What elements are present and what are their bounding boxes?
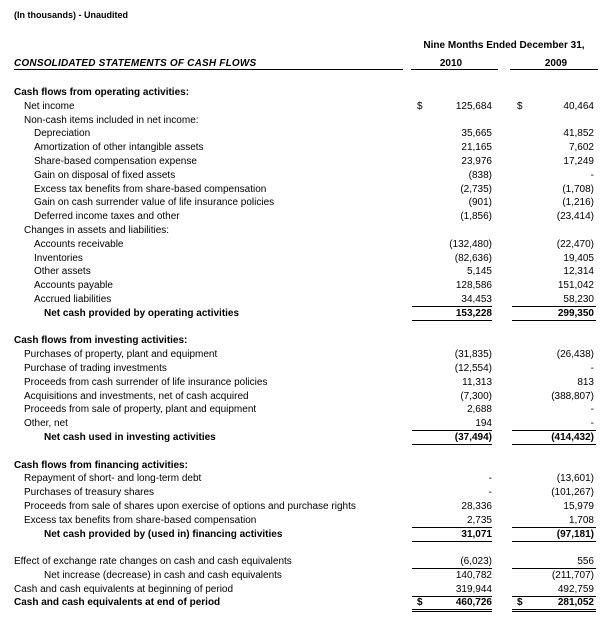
- value-2010: 125,684: [455, 100, 492, 112]
- value-2010: 2,735: [466, 514, 492, 526]
- line-item-row: [0, 348, 611, 362]
- value-2010: (901): [468, 197, 492, 209]
- value-2009: -: [590, 362, 594, 374]
- currency-symbol: $: [517, 597, 523, 609]
- value-2010: (12,554): [454, 362, 492, 374]
- line-item-label: Accrued liabilities: [34, 293, 112, 305]
- value-2010: -: [488, 487, 492, 499]
- year-header-2010: 2010: [439, 58, 463, 69]
- value-2010: 2,688: [466, 404, 492, 416]
- total-row: [0, 528, 611, 542]
- unaudited-note: (In thousands) - Unaudited: [14, 10, 128, 20]
- section-heading-row: [0, 86, 611, 100]
- line-item-row: [0, 210, 611, 224]
- line-item-label: Cash flows from operating activities:: [14, 87, 190, 98]
- rule-segment: [512, 609, 596, 610]
- section-heading-row: [0, 459, 611, 473]
- value-2010: (838): [468, 169, 492, 181]
- line-item-label: Purchase of trading investments: [24, 362, 167, 374]
- value-2010: -: [488, 473, 492, 485]
- line-item-row: [0, 376, 611, 390]
- value-2009: (26,438): [556, 349, 594, 361]
- value-2010: 5,145: [466, 266, 492, 278]
- line-item-label: Share-based compensation expense: [34, 155, 197, 167]
- value-2010: 11,313: [462, 376, 492, 388]
- value-2009: (13,601): [556, 473, 594, 485]
- line-item-label: Acquisitions and investments, net of cash acquired: [24, 390, 249, 402]
- line-item-row: [0, 293, 611, 307]
- value-2010: 140,782: [455, 569, 492, 581]
- rule-segment: [412, 611, 492, 612]
- value-2010: 128,586: [455, 280, 492, 292]
- line-item-row: [0, 238, 611, 252]
- period-header: Nine Months Ended December 31,: [423, 40, 585, 51]
- value-2009: -: [590, 418, 594, 430]
- value-2009: (97,181): [556, 528, 594, 540]
- value-2010: (37,494): [454, 431, 492, 443]
- line-item-label: Accounts payable: [34, 280, 113, 292]
- value-2010: (132,480): [449, 238, 492, 250]
- value-2009: 7,602: [568, 142, 594, 154]
- value-2009: (101,267): [551, 487, 594, 499]
- line-item-row: [0, 141, 611, 155]
- line-item-row: [0, 279, 611, 293]
- line-item-label: Purchases of treasury shares: [24, 487, 155, 499]
- year-header-2009: 2009: [544, 58, 568, 69]
- line-item-label: Changes in assets and liabilities:: [24, 224, 170, 236]
- value-2009: -: [590, 169, 594, 181]
- line-item-row: [0, 569, 611, 583]
- value-2009: 556: [577, 556, 594, 568]
- line-item-label: Cash flows from investing activities:: [14, 335, 188, 347]
- value-2010: 31,071: [461, 528, 492, 540]
- spacer-row: [0, 321, 611, 335]
- section-heading-row: [0, 334, 611, 348]
- rule-segment: [512, 611, 596, 612]
- value-2010: 21,165: [461, 142, 492, 154]
- line-item-label: Cash and cash equivalents at end of period: [14, 597, 221, 609]
- value-2010: (82,636): [454, 252, 492, 264]
- line-item-label: Gain on cash surrender value of life insurance policies: [34, 197, 275, 209]
- line-item-row: [0, 500, 611, 514]
- value-2010: (31,835): [454, 349, 492, 361]
- line-item-label: Net income: [24, 100, 75, 112]
- line-item-label: Excess tax benefits from share-based compensation: [24, 514, 257, 526]
- line-item-label: Cash flows from financing activities:: [14, 459, 188, 471]
- value-2010: (1,856): [460, 211, 492, 223]
- value-2009: (211,707): [551, 569, 594, 581]
- currency-symbol: $: [417, 100, 423, 112]
- value-2009: 281,052: [557, 597, 594, 609]
- line-item-row: [0, 169, 611, 183]
- currency-symbol: $: [517, 100, 523, 112]
- value-2010: 35,665: [461, 128, 492, 140]
- value-2009: 151,042: [557, 280, 594, 292]
- line-item-row: [0, 417, 611, 431]
- value-2010: (2,735): [460, 183, 492, 195]
- line-item-row: [0, 486, 611, 500]
- spacer-row: [0, 541, 611, 555]
- line-item-label: Inventories: [34, 252, 83, 264]
- rule-segment: [412, 609, 492, 610]
- line-item-label: Proceeds from sale of property, plant and equipment: [24, 404, 257, 416]
- value-2009: 41,852: [563, 128, 594, 140]
- line-item-row: [0, 514, 611, 528]
- statement-title: CONSOLIDATED STATEMENTS OF CASH FLOWS: [14, 58, 257, 69]
- value-2009: 813: [577, 376, 594, 388]
- value-2010: 34,453: [461, 293, 492, 305]
- value-2009: 492,759: [557, 583, 594, 595]
- line-item-label: Deferred income taxes and other: [34, 211, 180, 223]
- value-2009: (388,807): [551, 390, 594, 402]
- value-2010: 319,944: [455, 583, 492, 595]
- line-item-label: Other, net: [24, 418, 68, 430]
- header-rule-col1: [411, 69, 498, 70]
- line-item-label: Gain on disposal of fixed assets: [34, 169, 176, 181]
- value-2010: 153,228: [455, 307, 492, 319]
- line-item-label: Net cash provided by operating activities: [44, 307, 240, 319]
- line-item-row: [0, 390, 611, 404]
- value-2010: 23,976: [461, 155, 492, 167]
- value-2009: 15,979: [563, 500, 594, 512]
- line-item-row: [0, 472, 611, 486]
- line-item-label: Proceeds from sale of shares upon exercise of options and purchase rights: [24, 500, 356, 512]
- line-item-label: Non-cash items included in net income:: [24, 114, 199, 126]
- value-2009: (23,414): [556, 211, 594, 223]
- line-item-row: [0, 183, 611, 197]
- line-item-label: Purchases of property, plant and equipment: [24, 349, 218, 361]
- value-2010: 460,726: [455, 597, 492, 609]
- line-item-row: [0, 362, 611, 376]
- line-item-label: Cash and cash equivalents at beginning of period: [14, 583, 234, 595]
- line-item-label: Amortization of other intangible assets: [34, 142, 204, 154]
- value-2009: (414,432): [551, 431, 594, 443]
- value-2010: (6,023): [460, 556, 492, 568]
- value-2009: 12,314: [563, 266, 594, 278]
- line-item-row: [0, 114, 611, 128]
- value-2009: -: [590, 404, 594, 416]
- line-item-row: [0, 155, 611, 169]
- value-2009: (1,708): [562, 183, 594, 195]
- line-item-label: Effect of exchange rate changes on cash and cash equivalents: [14, 556, 292, 568]
- value-2009: 40,464: [563, 100, 594, 112]
- line-item-label: Other assets: [34, 266, 91, 278]
- spacer-row: [0, 445, 611, 459]
- value-2010: 194: [475, 418, 492, 430]
- line-item-row: [0, 265, 611, 279]
- value-2009: 58,230: [563, 293, 594, 305]
- line-item-row: [0, 252, 611, 266]
- total-row: [0, 307, 611, 321]
- line-item-label: Proceeds from cash surrender of life insurance policies: [24, 376, 268, 388]
- line-item-row: [0, 127, 611, 141]
- value-2009: (22,470): [556, 238, 594, 250]
- header-rule-col2: [510, 69, 598, 70]
- line-item-label: Accounts receivable: [34, 238, 124, 250]
- value-2010: 28,336: [461, 500, 492, 512]
- line-item-row: [0, 403, 611, 417]
- line-item-label: Net cash used in investing activities: [44, 431, 216, 443]
- value-2009: 19,405: [563, 252, 594, 264]
- cash-flow-table: [0, 86, 611, 610]
- line-item-label: Net increase (decrease) in cash and cash equivalents: [44, 569, 282, 581]
- value-2009: 17,249: [563, 155, 594, 167]
- line-item-row: [0, 583, 611, 597]
- value-2009: (1,216): [562, 197, 594, 209]
- line-item-label: Repayment of short- and long-term debt: [24, 473, 202, 485]
- line-item-label: Depreciation: [34, 128, 91, 140]
- line-item-row: [0, 100, 611, 114]
- total-row: [0, 431, 611, 445]
- line-item-label: Excess tax benefits from share-based compensation: [34, 183, 267, 195]
- line-item-row: [0, 196, 611, 210]
- line-item-row: [0, 224, 611, 238]
- header-rule: [14, 69, 403, 70]
- value-2009: 299,350: [557, 307, 594, 319]
- line-item-label: Net cash provided by (used in) financing activities: [44, 528, 283, 540]
- currency-symbol: $: [417, 597, 423, 609]
- value-2010: (7,300): [460, 390, 492, 402]
- line-item-row: [0, 555, 611, 569]
- value-2009: 1,708: [568, 514, 594, 526]
- total-row: [0, 596, 611, 610]
